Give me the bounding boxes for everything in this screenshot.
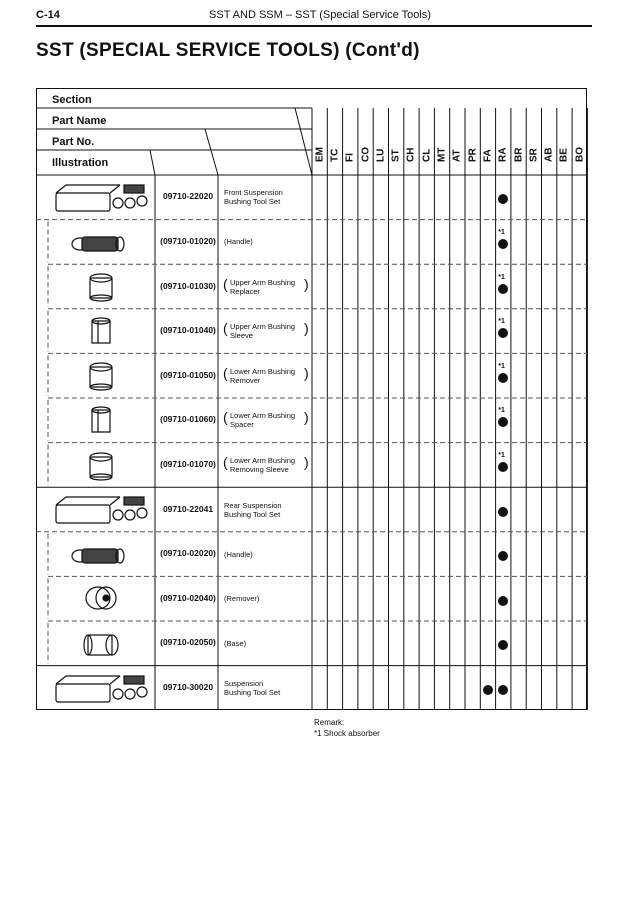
- running-title: SST AND SSM – SST (Special Service Tools): [209, 9, 431, 21]
- part-name-line: Bushing Tool Set: [224, 509, 281, 519]
- sleeve-icon: [52, 313, 152, 349]
- part-name-line: (Handle): [224, 549, 253, 559]
- handle-icon: [52, 224, 152, 260]
- part-number: (09710-01040): [160, 325, 216, 336]
- applicability-mark: [483, 685, 493, 695]
- part-name-line: Remover: [230, 375, 261, 385]
- column-ab: [542, 113, 557, 173]
- column-ra: [496, 113, 511, 173]
- remover-icon: [52, 357, 152, 393]
- part-number: 09710-22020: [162, 191, 214, 202]
- applicability-mark: [498, 373, 508, 383]
- column-label: LU: [375, 148, 387, 162]
- part-name-line: Front Suspension: [224, 188, 283, 198]
- part-name: [224, 594, 314, 603]
- footnote-mark: *1: [498, 228, 505, 236]
- part-number: (09710-01030): [160, 280, 216, 291]
- header-section: Section: [52, 94, 92, 106]
- column-label: AT: [451, 149, 463, 162]
- footnote-mark: *1: [498, 362, 505, 370]
- suspension-tool-set-icon: [52, 670, 152, 706]
- column-sr: [526, 113, 541, 173]
- paren-open: (: [223, 409, 228, 426]
- part-name-line: Rear Suspension: [224, 500, 282, 510]
- column-ch: [404, 113, 419, 173]
- part-name-line: Bushing Tool Set: [224, 197, 281, 207]
- footnote-mark: *1: [498, 318, 505, 326]
- column-bo: [572, 113, 587, 173]
- column-label: ST: [390, 149, 402, 162]
- header-part-name: Part Name: [52, 115, 107, 127]
- column-label: PR: [467, 148, 479, 162]
- paren-close: ): [304, 320, 309, 337]
- column-be: [557, 113, 572, 173]
- column-label: MT: [436, 147, 448, 162]
- column-at: [450, 113, 465, 173]
- column-mt: [434, 113, 449, 173]
- footnote-mark: *1: [498, 407, 505, 415]
- removing-sleeve-icon: [52, 447, 152, 483]
- column-label: SR: [528, 148, 540, 162]
- column-co: [358, 113, 373, 173]
- part-name-line: Lower Arm Bushing: [230, 411, 296, 421]
- column-label: FI: [344, 153, 356, 162]
- part-name-line: Removing Sleeve: [230, 464, 289, 474]
- column-br: [511, 113, 526, 173]
- paren-close: ): [304, 364, 309, 381]
- column-label: BO: [574, 147, 586, 162]
- part-number: 09710-22041: [162, 503, 214, 514]
- part-name: [224, 550, 314, 559]
- column-fa: [480, 113, 495, 173]
- part-number: (09710-01070): [160, 458, 216, 469]
- column-lu: [373, 113, 388, 173]
- part-number: (09710-01060): [160, 414, 216, 425]
- part-name-line: (Base): [224, 638, 247, 648]
- column-fi: [343, 113, 358, 173]
- part-name: [224, 501, 314, 519]
- remark-note: *1 Shock absorber: [314, 729, 380, 738]
- footnote-mark: *1: [498, 451, 505, 459]
- part-number: (09710-02050): [160, 637, 216, 648]
- part-name: [224, 679, 314, 697]
- column-label: CL: [421, 148, 433, 162]
- part-name: [223, 320, 320, 341]
- part-number: (09710-01020): [160, 235, 216, 246]
- header-illustration: Illustration: [52, 157, 109, 169]
- part-number: (09710-02040): [160, 592, 216, 603]
- part-name-line: Replacer: [230, 286, 261, 296]
- column-label: EM: [314, 147, 326, 162]
- column-tc: [327, 113, 342, 173]
- part-number: (09710-02020): [160, 548, 216, 559]
- paren-close: ): [304, 453, 309, 470]
- part-number: (09710-01050): [160, 369, 216, 380]
- part-name-line: Lower Arm Bushing: [230, 455, 296, 465]
- front-suspension-tool-set-icon: [52, 179, 152, 215]
- part-name-line: Spacer: [230, 420, 254, 430]
- base-icon: [52, 625, 152, 661]
- part-name-line: Upper Arm Bushing: [230, 322, 296, 332]
- part-name-line: Bushing Tool Set: [224, 687, 281, 697]
- part-name-line: Suspension: [224, 678, 264, 688]
- paren-close: ): [304, 409, 309, 426]
- paren-open: (: [223, 320, 228, 337]
- part-name: [224, 237, 314, 246]
- part-name: [224, 188, 314, 206]
- header-part-no: Part No.: [52, 136, 95, 148]
- paren-open: (: [223, 453, 228, 470]
- column-label: BR: [513, 147, 525, 162]
- page-number: C-14: [36, 9, 60, 21]
- part-name: [223, 409, 320, 430]
- part-name: [224, 639, 314, 648]
- remover-ring-icon: [52, 580, 152, 616]
- footnote-mark: *1: [498, 273, 505, 281]
- part-number: 09710-30020: [162, 681, 214, 692]
- spacer-icon: [52, 402, 152, 438]
- applicability-mark: [498, 596, 508, 606]
- part-name-line: Sleeve: [230, 331, 253, 341]
- paren-close: ): [304, 275, 309, 292]
- column-em: [312, 113, 327, 173]
- part-name-line: Lower Arm Bushing: [230, 366, 296, 376]
- part-name: [223, 453, 320, 474]
- column-label: AB: [543, 147, 555, 162]
- paren-open: (: [223, 275, 228, 292]
- handle-icon: [52, 536, 152, 572]
- column-st: [389, 113, 404, 173]
- column-label: RA: [497, 147, 509, 162]
- column-label: CO: [360, 147, 372, 162]
- remark-label: Remark:: [314, 718, 345, 727]
- column-label: CH: [405, 147, 417, 162]
- column-label: BE: [558, 148, 570, 162]
- part-name: [223, 364, 320, 385]
- part-name-line: (Handle): [224, 237, 253, 247]
- part-name: [223, 275, 320, 296]
- page-title: SST (SPECIAL SERVICE TOOLS) (Cont'd): [36, 40, 420, 61]
- part-name-line: Upper Arm Bushing: [230, 277, 296, 287]
- applicability-mark: [498, 507, 508, 517]
- column-pr: [465, 113, 480, 173]
- replacer-icon: [52, 268, 152, 304]
- paren-open: (: [223, 364, 228, 381]
- part-name-line: (Remover): [224, 594, 260, 604]
- column-label: FA: [482, 149, 494, 162]
- rear-suspension-tool-set-icon: [52, 491, 152, 527]
- applicability-mark: [498, 284, 508, 294]
- column-label: TC: [329, 148, 341, 162]
- column-cl: [419, 113, 434, 173]
